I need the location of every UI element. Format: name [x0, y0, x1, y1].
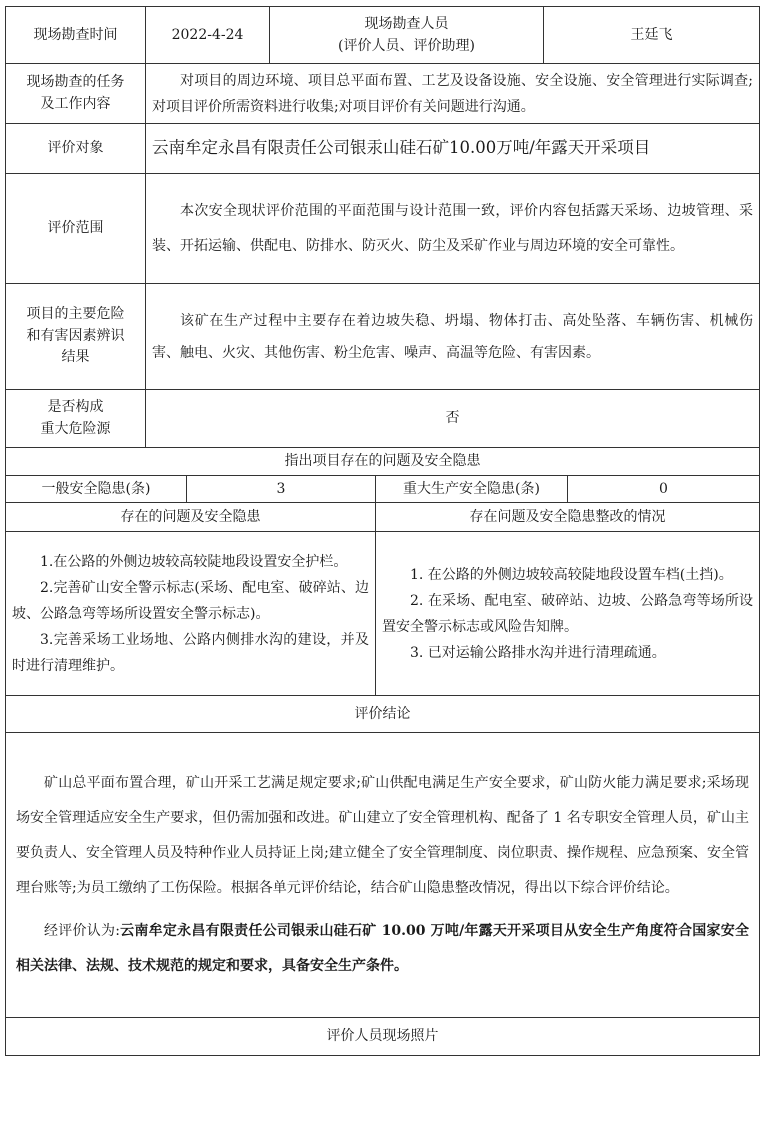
- label-staff-line1: 现场勘查人员: [364, 15, 449, 32]
- label-general-count: 一般安全隐患(条): [6, 476, 187, 503]
- photos-header: 评价人员现场照片: [6, 1018, 760, 1056]
- label-task-line1: 现场勘查的任务: [26, 73, 125, 90]
- survey-date: 2022-4-24: [146, 7, 270, 64]
- conclusion-content: [6, 733, 760, 1018]
- label-survey-time: 现场勘查时间: [6, 7, 146, 64]
- label-scope: 评价范围: [6, 174, 146, 284]
- list-item: 3. 已对运输公路排水沟并进行清理疏通。: [410, 644, 666, 661]
- label-task-line2: 及工作内容: [40, 95, 111, 112]
- label-hazards-line3: 结果: [61, 349, 90, 366]
- hazards-content: 该矿在生产过程中主要存在着边坡失稳、坍塌、物体打击、高处坠落、车辆伤害、机械伤害、触电、火灾、其他伤害、粉尘危害、噪声、高温等危险、有害因素。: [146, 284, 760, 390]
- conclusion-statement: 云南牟定永昌有限责任公司银汞山硅石矿 10.00 万吨/年露天开采项目从安全生产角度符合国家安全相关法律、法规、技术规范的规定和要求，具备安全生产条件。: [16, 923, 750, 974]
- label-hazards-line1: 项目的主要危险: [26, 305, 125, 322]
- object-value: 云南牟定永昌有限责任公司银汞山硅石矿10.00万吨/年露天开采项目: [146, 124, 760, 174]
- conclusion-paragraph-1: 矿山总平面布置合理，矿山开采工艺满足规定要求;矿山供配电满足生产安全要求，矿山防火能力满足要求;采场现场安全管理适应安全生产要求，但仍需加强和改进。矿山建立了安全管理机构、配备了 1 名专职安全管理人员，矿山主要负责人、安全管理人员及特种作业人员持证上岗;建立健全了安全管理制度、岗位职责、操作规程、应急预案、安全管理台账等;为员工缴纳了工伤保险。根据各单元评价结论，结合矿山隐患整改情况，得出以下综合评价结论。: [16, 775, 749, 896]
- label-major-count: 重大生产安全隐患(条): [376, 476, 568, 503]
- issues-right-list: [376, 532, 760, 696]
- conclusion-prefix: 经评价认为:: [44, 923, 120, 939]
- label-object: 评价对象: [6, 124, 146, 174]
- list-item: 3.完善采场工业场地、公路内侧排水沟的建设，并及时进行清理维护。: [12, 631, 369, 674]
- major-count-value: 0: [568, 476, 760, 503]
- issues-left-list: [6, 532, 376, 696]
- label-major-line1: 是否构成: [47, 398, 104, 415]
- assessment-table: [5, 6, 760, 1056]
- label-staff-line2: (评价人员、评价助理): [338, 38, 475, 54]
- scope-content: 本次安全现状评价范围的平面范围与设计范围一致，评价内容包括露天采场、边坡管理、采装、开拓运输、供配电、防排水、防灭火、防尘及采矿作业与周边环境的安全可靠性。: [146, 174, 760, 284]
- conclusion-paragraph-2: [16, 914, 749, 984]
- general-count-value: 3: [187, 476, 376, 503]
- conclusion-header: 评价结论: [6, 696, 760, 733]
- issues-right-header: 存在问题及安全隐患整改的情况: [376, 503, 760, 532]
- issues-left-header: 存在的问题及安全隐患: [6, 503, 376, 532]
- assessment-form: [5, 6, 759, 1056]
- label-hazards: [6, 284, 146, 390]
- issues-header: 指出项目存在的问题及安全隐患: [6, 448, 760, 476]
- major-hazard-value: 否: [146, 390, 760, 448]
- label-task: [6, 64, 146, 124]
- staff-name: 王廷飞: [544, 7, 760, 64]
- list-item: 2.完善矿山安全警示标志(采场、配电室、破碎站、边坡、公路急弯等场所设置安全警示标志)。: [12, 579, 369, 622]
- list-item: 1.在公路的外侧边坡较高较陡地段设置安全护栏。: [40, 553, 348, 570]
- list-item: 2. 在采场、配电室、破碎站、边坡、公路急弯等场所设置安全警示标志或风险告知牌。: [382, 592, 753, 635]
- list-item: 1. 在公路的外侧边坡较高较陡地段设置车档(土挡)。: [410, 566, 733, 583]
- label-major-hazard: [6, 390, 146, 448]
- task-content: 对项目的周边环境、项目总平面布置、工艺及设备设施、安全设施、安全管理进行实际调查;对项目评价所需资料进行收集;对项目评价有关问题进行沟通。: [146, 64, 760, 124]
- label-major-line2: 重大危险源: [40, 420, 111, 437]
- label-hazards-line2: 和有害因素辨识: [26, 327, 125, 344]
- label-survey-staff: [270, 7, 544, 64]
